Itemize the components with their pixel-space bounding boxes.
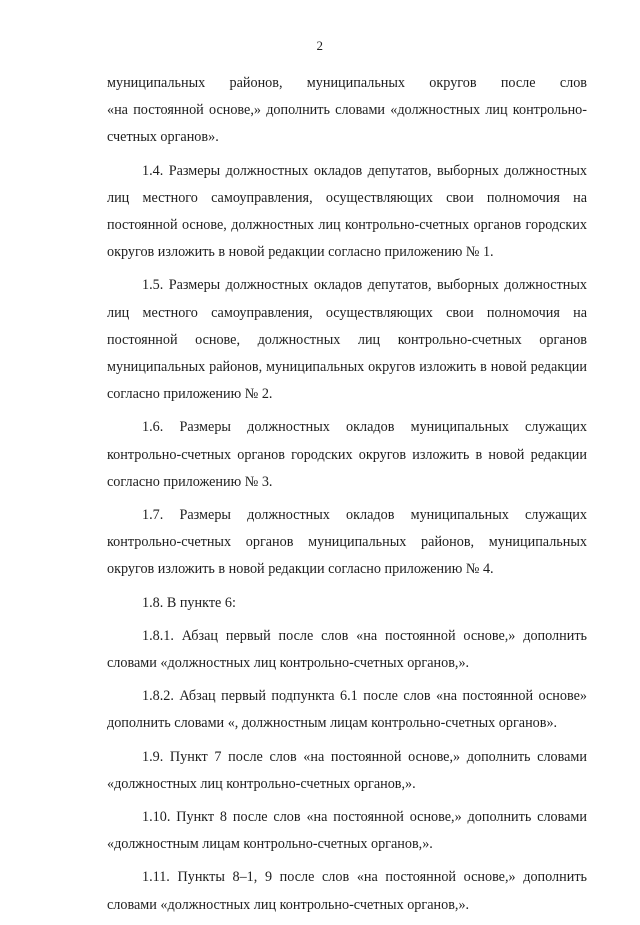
paragraph-continuation xyxy=(107,70,587,152)
paragraph-1-7: 1.7. Размеры должностных окладов муниципальных служащих контрольно-счетных органов муниципальных районов, муниципальных округов изложить в новой редакции согласно приложению № 4. xyxy=(107,507,587,578)
paragraph-1-8-1: 1.8.1. Абзац первый после слов «на постоянной основе,» дополнить словами «должностных лиц контрольно-счетных органов,». xyxy=(107,627,587,672)
paragraph-1-8: 1.8. В пункте 6: xyxy=(142,594,236,611)
paragraph-1-11: 1.11. Пункты 8–1, 9 после слов «на постоянной основе,» дополнить словами «должностных лиц контрольно-счетных органов,». xyxy=(107,869,587,913)
continuation-first-line: муниципальных районов, муниципальных округов после слов xyxy=(107,75,587,91)
paragraph-1-9: 1.9. Пункт 7 после слов «на постоянной основе,» дополнить словами «должностных лиц контрольно-счетных органов,». xyxy=(107,748,587,792)
paragraph-1-10: 1.10. Пункт 8 после слов «на постоянной основе,» дополнить словами «должностным лицам контрольно-счетных органов,». xyxy=(107,809,587,853)
paragraph-1-8-2: 1.8.2. Абзац первый подпункта 6.1 после слов «на постоянной основе» дополнить словами «, должностным лицам контрольно-счетных органов». xyxy=(107,688,587,732)
document-body xyxy=(107,70,587,925)
paragraph-1-6: 1.6. Размеры должностных окладов муниципальных служащих контрольно-счетных органов городских округов изложить в новой редакции согласно приложению № 3. xyxy=(107,419,587,490)
page-number: 2 xyxy=(316,38,324,53)
continuation-rest: «на постоянной основе,» дополнить словами «должностных лиц контрольно-счетных органов». xyxy=(107,102,587,146)
paragraph-1-4: 1.4. Размеры должностных окладов депутатов, выборных должностных лиц местного самоуправления, осуществляющих свои полномочия на постоянной основе, должностных лиц контрольно-счетных органов городских округов изложить в новой редакции согласно приложению № 1. xyxy=(107,162,587,261)
paragraph-1-5: 1.5. Размеры должностных окладов депутатов, выборных должностных лиц местного самоуправления, осуществляющих свои полномочия на постоянной основе, должностных лиц контрольно-счетных органов муниципальных районов, муниципальных округов изложить в новой редакции согласно приложению № 2. xyxy=(107,277,587,403)
